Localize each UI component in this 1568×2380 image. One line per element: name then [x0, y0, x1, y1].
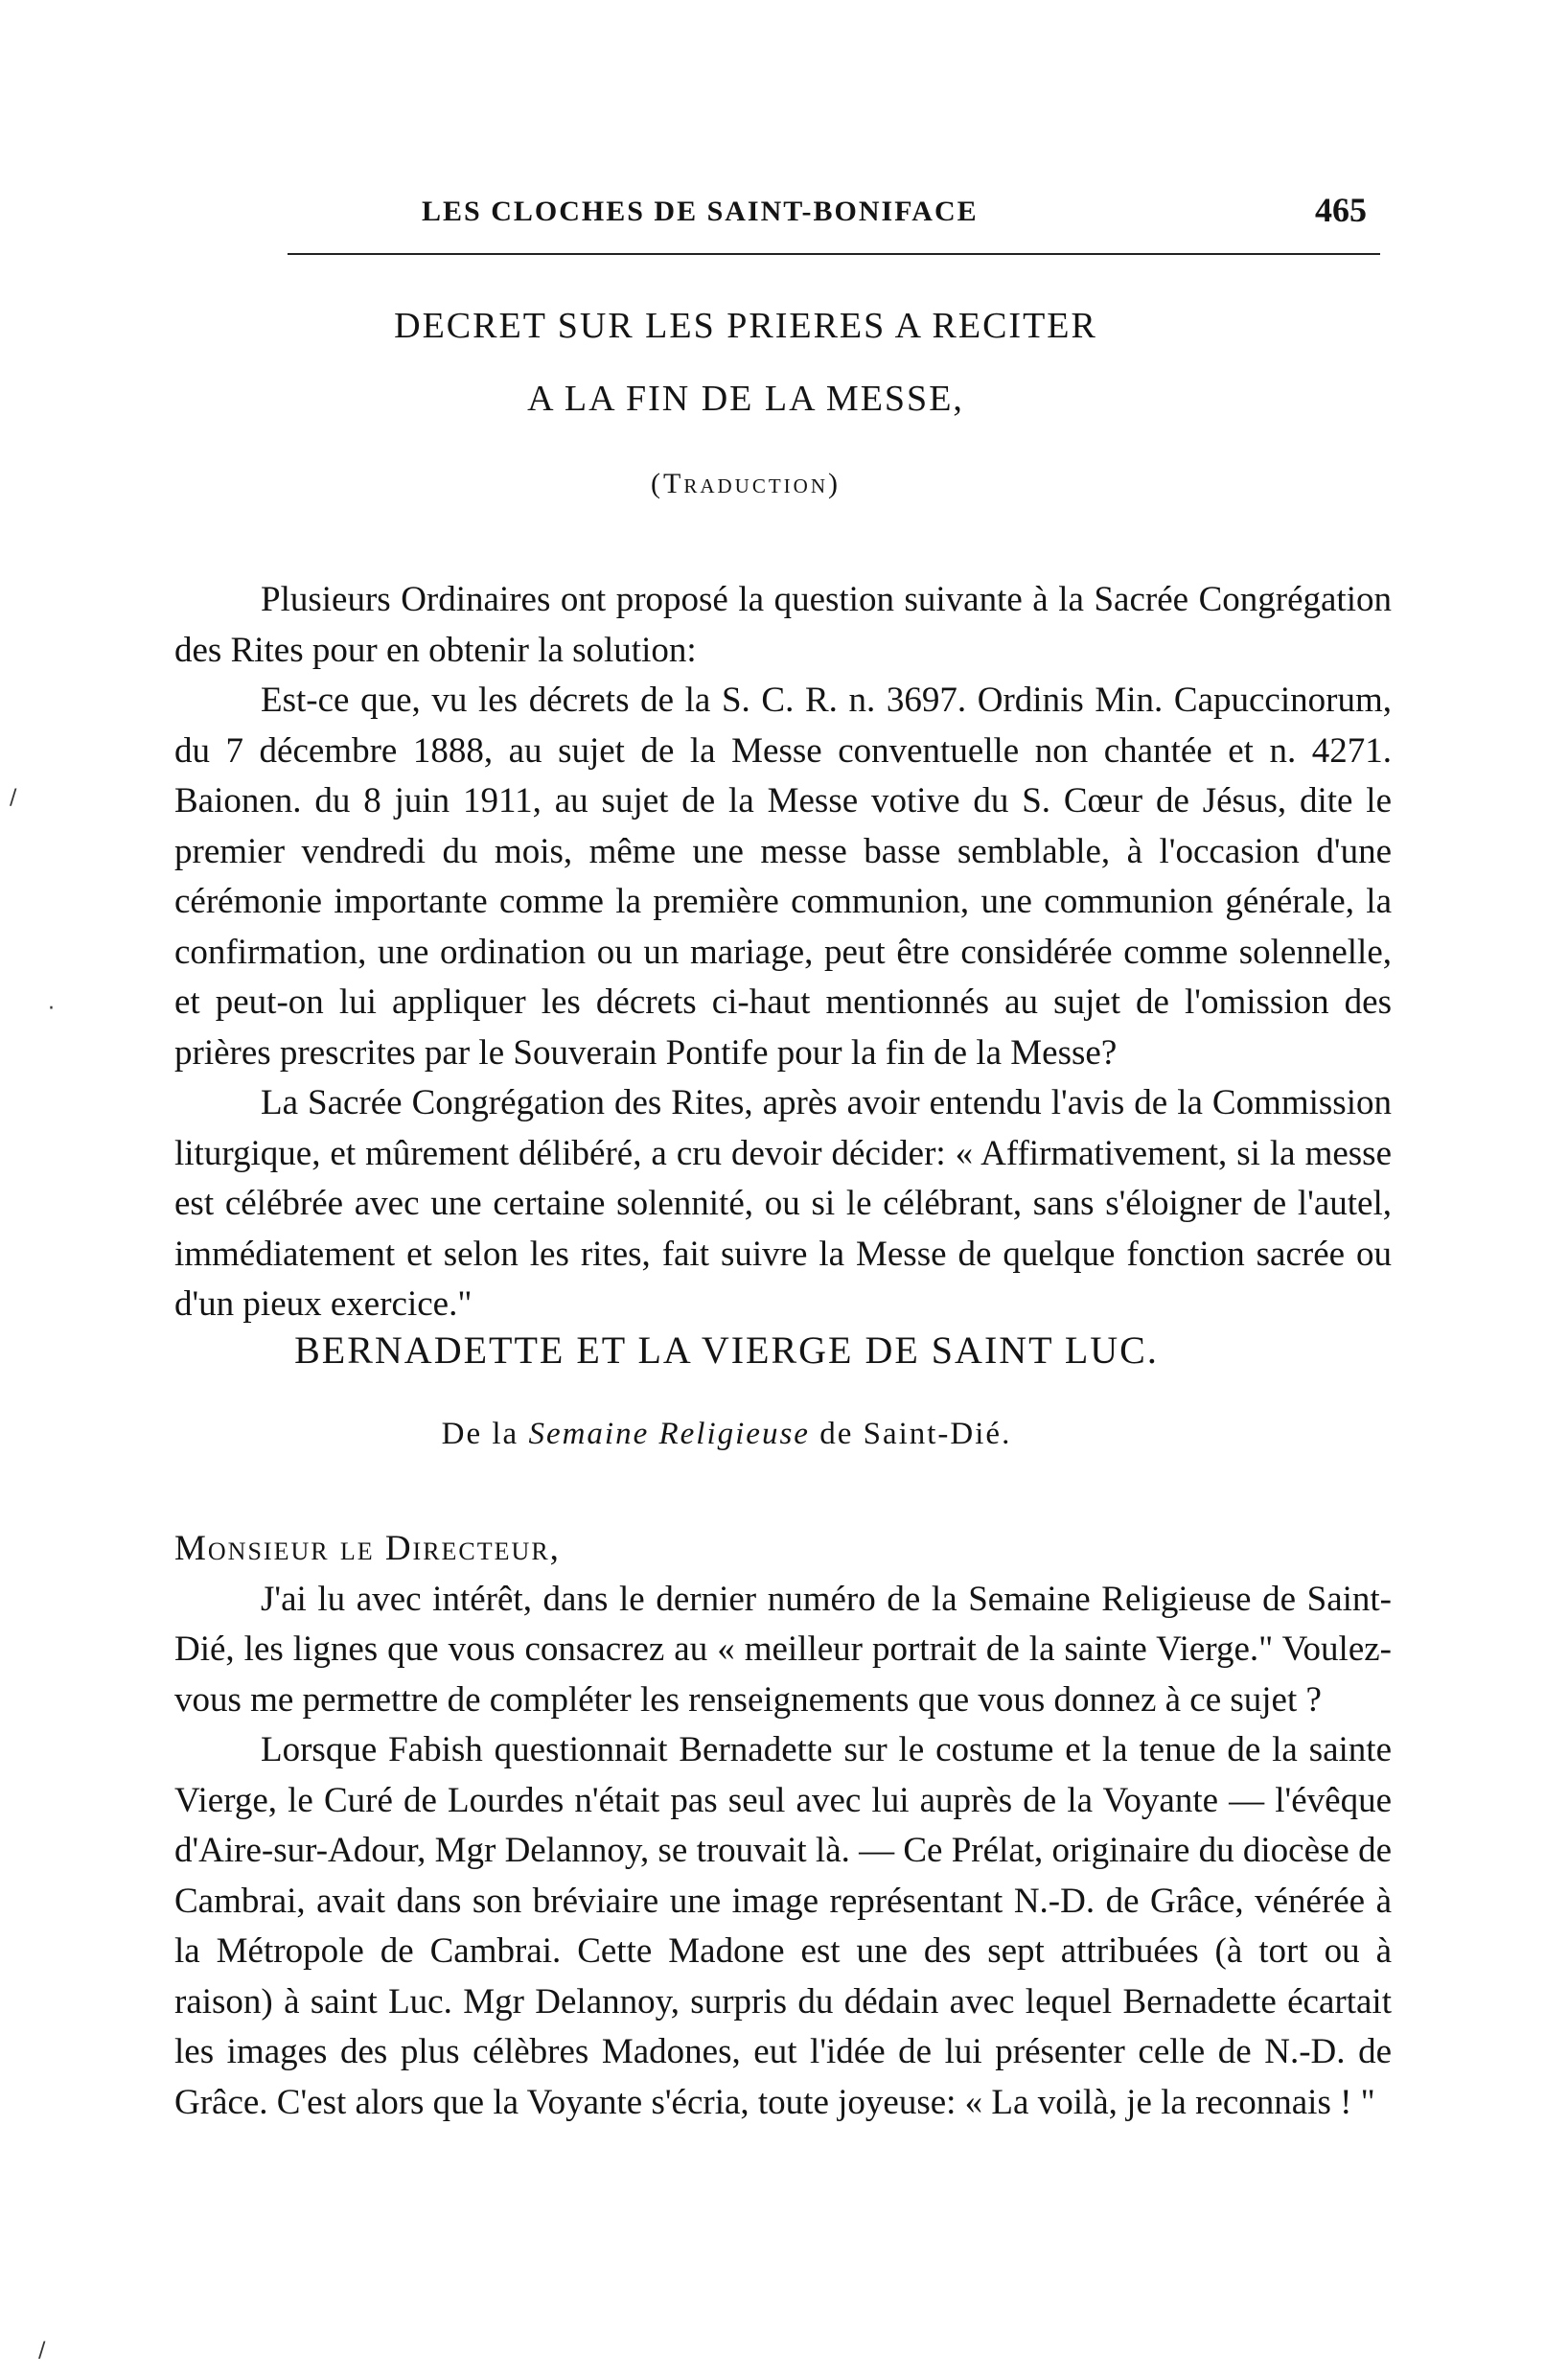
source-prefix: De la	[441, 1417, 519, 1451]
paragraph: Lorsque Fabish questionnait Bernadette sur le costume et la tenue de la sainte Vierge, le Curé de Lourdes n'était pas seul avec lui auprès de la Voyante — l'évêque d'Aire-sur-Adour, Mgr Delannoy, se trouvait là. — Ce Prélat, originaire du diocèse de Cambrai, avait dans son bréviaire une image représentant N.-D. de Grâce, vénérée à la Métropole de Cambrai. Cette Madone est une des sept attribuées (à tort ou à raison) à saint Luc. Mgr Delannoy, surpris du dédain avec lequel Bernadette écartait les images des plus célèbres Madones, eut l'idée de lui présenter celle de N.-D. de Grâce. C'est alors que la Voyante s'écria, toute joyeuse: « La voilà, je la reconnais ! "	[174, 1730, 1392, 2122]
margin-mark: /	[38, 2339, 46, 2363]
header-rule	[288, 253, 1380, 255]
paragraph: La Sacrée Congrégation des Rites, après avoir entendu l'avis de la Commission liturgique, et mûrement délibéré, a cru devoir décider: « Affirmativement, si la messe est célébrée avec une certaine solennité, ou si le célébrant, sans s'éloigner de l'autel, immédiatement et selon les rites, fait suivre la Messe de quelque fonction sacrée ou d'un pieux exercice."	[174, 1083, 1392, 1324]
source-suffix: de Saint-Dié.	[819, 1417, 1012, 1451]
salutation: Monsieur le Directeur,	[174, 1529, 561, 1568]
decree-body	[174, 575, 1392, 1330]
paragraph: J'ai lu avec intérêt, dans le dernier numéro de la Semaine Religieuse de Saint-Dié, les lignes que vous consacrez au « meilleur portrait de la sainte Vierge." Voulez-vous me permettre de compléter les renseignements que vous donnez à ce sujet ?	[174, 1579, 1392, 1720]
page-number: 465	[1315, 191, 1367, 229]
running-head: LES CLOCHES DE SAINT-BONIFACE	[422, 196, 979, 227]
section-title-line-1: DECRET SUR LES PRIERES A RECITER	[394, 306, 1097, 346]
article-source	[0, 1417, 1510, 1452]
paragraph: Plusieurs Ordinaires ont proposé la question suivante à la Sacrée Congrégation des Rites pour en obtenir la solution:	[174, 580, 1392, 670]
paragraph: Est-ce que, vu les décrets de la S. C. R. n. 3697. Ordinis Min. Capuccinorum, du 7 décembre 1888, au sujet de la Messe conventuelle non chantée et n. 4271. Baionen. du 8 juin 1911, au sujet de la Messe votive du S. Cœur de Jésus, dite le premier vendredi du mois, même une messe basse semblable, à l'occasion d'une cérémonie importante comme la première communion, une communion générale, la confirmation, une ordination ou un mariage, peut être considérée comme solennelle, et peut-on lui appliquer les décrets ci-haut mentionnés au sujet de l'omission des prières prescrites par le Souverain Pontife pour la fin de la Messe?	[174, 681, 1392, 1073]
margin-mark: /	[10, 786, 17, 810]
section-title-line-2: A LA FIN DE LA MESSE,	[527, 379, 964, 419]
article-title: BERNADETTE ET LA VIERGE DE SAINT LUC.	[294, 1329, 1159, 1372]
margin-mark: ·	[48, 997, 55, 1021]
letter-body	[174, 1524, 1392, 2128]
source-publication: Semaine Religieuse	[528, 1417, 810, 1451]
section-subtitle: (Traduction)	[651, 468, 841, 499]
